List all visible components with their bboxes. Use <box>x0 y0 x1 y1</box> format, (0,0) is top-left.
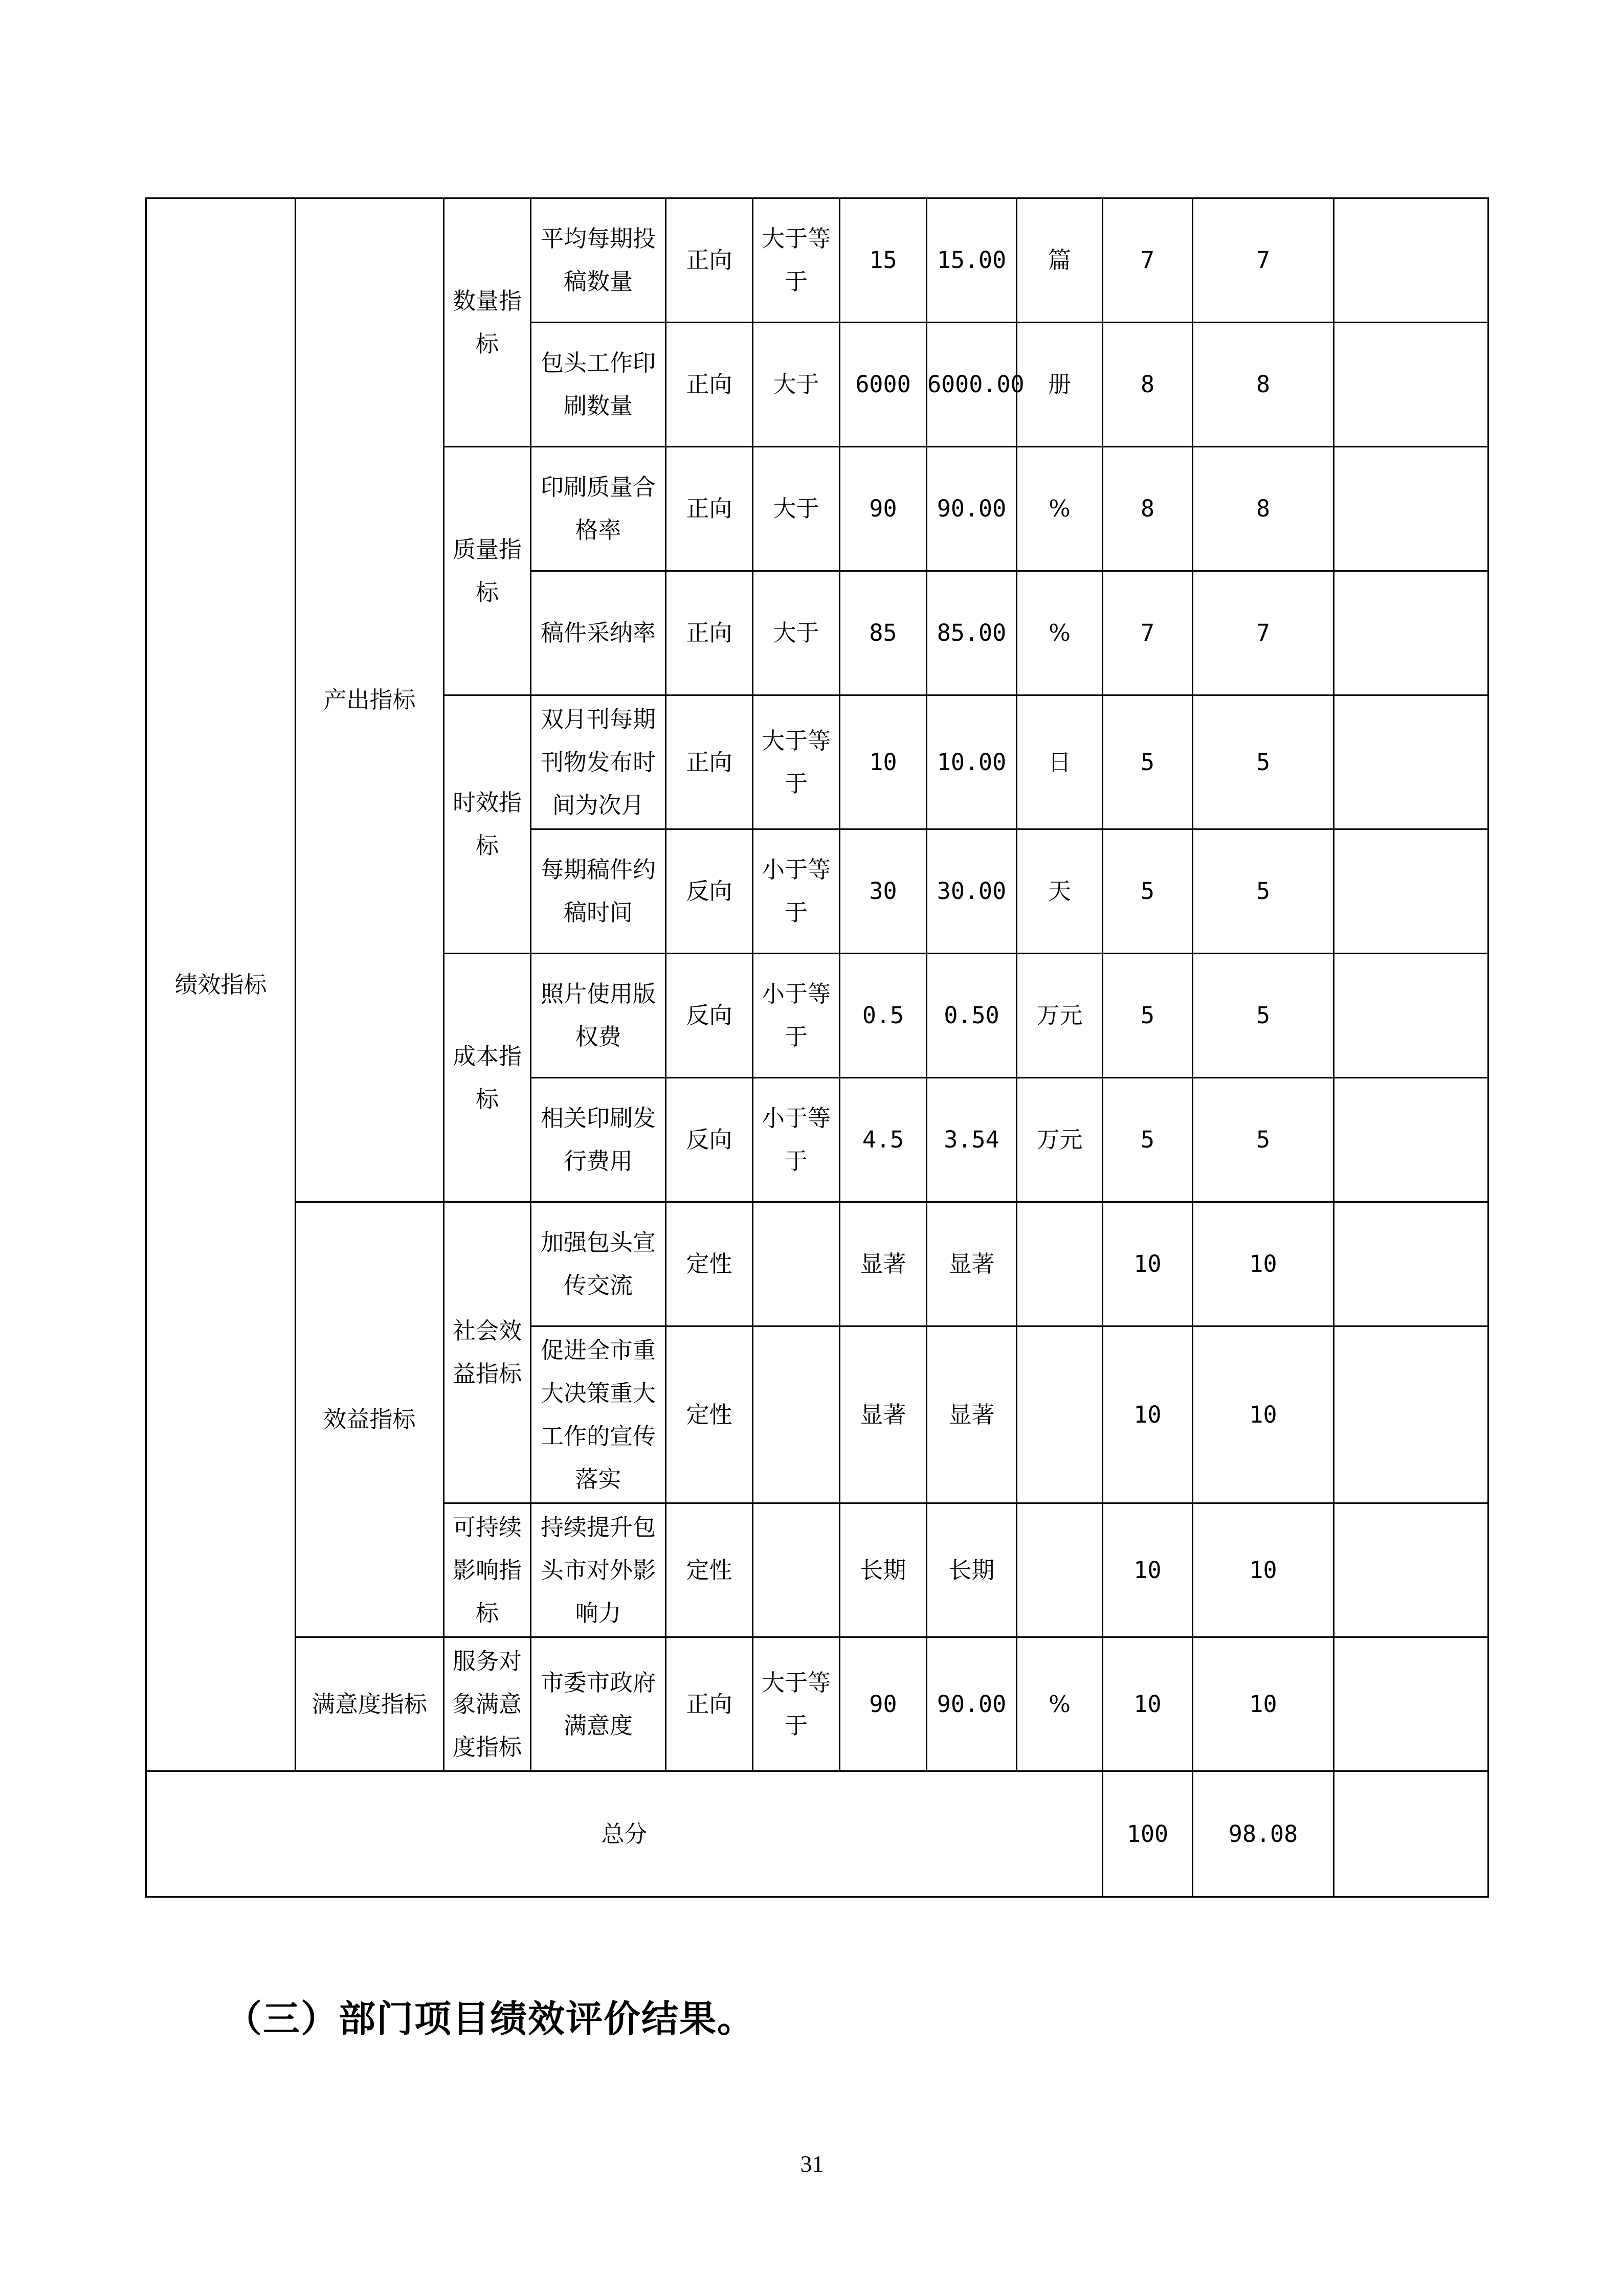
score-cell: 10 <box>1193 1503 1334 1637</box>
operator-cell: 大于等于 <box>753 695 840 829</box>
target-cell: 30 <box>840 829 927 954</box>
unit-cell: 篇 <box>1017 198 1103 323</box>
score-cell: 7 <box>1193 198 1334 323</box>
indicator-cell: 持续提升包头市对外影响力 <box>531 1503 666 1637</box>
actual-cell: 30.00 <box>927 829 1017 954</box>
category-cell: 绩效指标 <box>146 198 296 1771</box>
level3-cell: 可持续影响指标 <box>444 1503 531 1637</box>
table-row <box>146 198 1488 323</box>
actual-cell: 90.00 <box>927 1637 1017 1771</box>
unit-cell: 日 <box>1017 695 1103 829</box>
unit-cell: 册 <box>1017 323 1103 447</box>
total-row <box>146 1771 1488 1897</box>
level2-cell: 产出指标 <box>296 198 444 1202</box>
operator-cell: 大于等于 <box>753 198 840 323</box>
direction-cell: 正向 <box>666 695 753 829</box>
total-remark <box>1334 1771 1488 1897</box>
unit-cell: % <box>1017 447 1103 571</box>
direction-cell: 正向 <box>666 323 753 447</box>
operator-cell <box>753 1202 840 1326</box>
unit-cell: % <box>1017 571 1103 695</box>
target-cell: 4.5 <box>840 1078 927 1202</box>
remark-cell <box>1334 198 1488 323</box>
table-row <box>146 1202 1488 1326</box>
unit-cell <box>1017 1202 1103 1326</box>
direction-cell: 反向 <box>666 829 753 954</box>
weight-cell: 5 <box>1103 954 1193 1078</box>
indicator-cell: 市委市政府满意度 <box>531 1637 666 1771</box>
score-cell: 5 <box>1193 829 1334 954</box>
remark-cell <box>1334 695 1488 829</box>
direction-cell: 定性 <box>666 1202 753 1326</box>
direction-cell: 正向 <box>666 198 753 323</box>
target-cell: 10 <box>840 695 927 829</box>
direction-cell: 定性 <box>666 1326 753 1503</box>
weight-cell: 7 <box>1103 198 1193 323</box>
remark-cell <box>1334 1202 1488 1326</box>
score-cell: 7 <box>1193 571 1334 695</box>
indicator-cell: 双月刊每期刊物发布时间为次月 <box>531 695 666 829</box>
weight-cell: 10 <box>1103 1202 1193 1326</box>
target-cell: 0.5 <box>840 954 927 1078</box>
weight-cell: 10 <box>1103 1326 1193 1503</box>
operator-cell: 小于等于 <box>753 954 840 1078</box>
direction-cell: 正向 <box>666 447 753 571</box>
actual-cell: 显著 <box>927 1202 1017 1326</box>
operator-cell <box>753 1503 840 1637</box>
weight-cell: 5 <box>1103 829 1193 954</box>
section-heading: （三）部门项目绩效评价结果。 <box>225 1997 755 2040</box>
weight-cell: 10 <box>1103 1503 1193 1637</box>
actual-cell: 85.00 <box>927 571 1017 695</box>
level3-cell: 质量指标 <box>444 447 531 695</box>
actual-cell: 长期 <box>927 1503 1017 1637</box>
unit-cell: 万元 <box>1017 1078 1103 1202</box>
score-cell: 5 <box>1193 954 1334 1078</box>
operator-cell: 大于 <box>753 571 840 695</box>
operator-cell <box>753 1326 840 1503</box>
score-cell: 5 <box>1193 1078 1334 1202</box>
remark-cell <box>1334 1326 1488 1503</box>
remark-cell <box>1334 829 1488 954</box>
level3-cell: 社会效益指标 <box>444 1202 531 1503</box>
indicator-cell: 包头工作印刷数量 <box>531 323 666 447</box>
direction-cell: 定性 <box>666 1503 753 1637</box>
actual-cell: 3.54 <box>927 1078 1017 1202</box>
actual-cell: 15.00 <box>927 198 1017 323</box>
target-cell: 显著 <box>840 1326 927 1503</box>
target-cell: 15 <box>840 198 927 323</box>
weight-cell: 5 <box>1103 1078 1193 1202</box>
indicator-cell: 平均每期投稿数量 <box>531 198 666 323</box>
score-cell: 8 <box>1193 447 1334 571</box>
weight-cell: 7 <box>1103 571 1193 695</box>
target-cell: 90 <box>840 447 927 571</box>
target-cell: 长期 <box>840 1503 927 1637</box>
operator-cell: 小于等于 <box>753 1078 840 1202</box>
indicator-cell: 印刷质量合格率 <box>531 447 666 571</box>
target-cell: 显著 <box>840 1202 927 1326</box>
indicator-cell: 促进全市重大决策重大工作的宣传落实 <box>531 1326 666 1503</box>
score-cell: 10 <box>1193 1202 1334 1326</box>
score-cell: 8 <box>1193 323 1334 447</box>
level3-cell: 时效指标 <box>444 695 531 954</box>
direction-cell: 反向 <box>666 1078 753 1202</box>
total-weight: 100 <box>1103 1771 1193 1897</box>
level2-cell: 满意度指标 <box>296 1637 444 1771</box>
weight-cell: 10 <box>1103 1637 1193 1771</box>
unit-cell <box>1017 1503 1103 1637</box>
performance-table <box>145 197 1489 1898</box>
unit-cell <box>1017 1326 1103 1503</box>
indicator-cell: 每期稿件约稿时间 <box>531 829 666 954</box>
indicator-cell: 稿件采纳率 <box>531 571 666 695</box>
operator-cell: 大于等于 <box>753 1637 840 1771</box>
actual-cell: 6000.00 <box>927 323 1017 447</box>
indicator-cell: 加强包头宣传交流 <box>531 1202 666 1326</box>
remark-cell <box>1334 1637 1488 1771</box>
total-score: 98.08 <box>1193 1771 1334 1897</box>
score-cell: 5 <box>1193 695 1334 829</box>
target-cell: 90 <box>840 1637 927 1771</box>
target-cell: 6000 <box>840 323 927 447</box>
unit-cell: 天 <box>1017 829 1103 954</box>
remark-cell <box>1334 1078 1488 1202</box>
actual-cell: 显著 <box>927 1326 1017 1503</box>
direction-cell: 正向 <box>666 571 753 695</box>
operator-cell: 大于 <box>753 323 840 447</box>
indicator-cell: 照片使用版权费 <box>531 954 666 1078</box>
remark-cell <box>1334 954 1488 1078</box>
actual-cell: 10.00 <box>927 695 1017 829</box>
actual-cell: 0.50 <box>927 954 1017 1078</box>
operator-cell: 小于等于 <box>753 829 840 954</box>
remark-cell <box>1334 323 1488 447</box>
actual-cell: 90.00 <box>927 447 1017 571</box>
table-row <box>146 1637 1488 1771</box>
level3-cell: 成本指标 <box>444 954 531 1202</box>
remark-cell <box>1334 1503 1488 1637</box>
operator-cell: 大于 <box>753 447 840 571</box>
target-cell: 85 <box>840 571 927 695</box>
level3-cell: 数量指标 <box>444 198 531 447</box>
weight-cell: 5 <box>1103 695 1193 829</box>
total-label: 总分 <box>146 1771 1103 1897</box>
page-number: 31 <box>800 2151 824 2177</box>
weight-cell: 8 <box>1103 447 1193 571</box>
weight-cell: 8 <box>1103 323 1193 447</box>
level2-cell: 效益指标 <box>296 1202 444 1637</box>
remark-cell <box>1334 571 1488 695</box>
score-cell: 10 <box>1193 1637 1334 1771</box>
unit-cell: % <box>1017 1637 1103 1771</box>
direction-cell: 反向 <box>666 954 753 1078</box>
direction-cell: 正向 <box>666 1637 753 1771</box>
level3-cell: 服务对象满意度指标 <box>444 1637 531 1771</box>
indicator-cell: 相关印刷发行费用 <box>531 1078 666 1202</box>
score-cell: 10 <box>1193 1326 1334 1503</box>
remark-cell <box>1334 447 1488 571</box>
unit-cell: 万元 <box>1017 954 1103 1078</box>
